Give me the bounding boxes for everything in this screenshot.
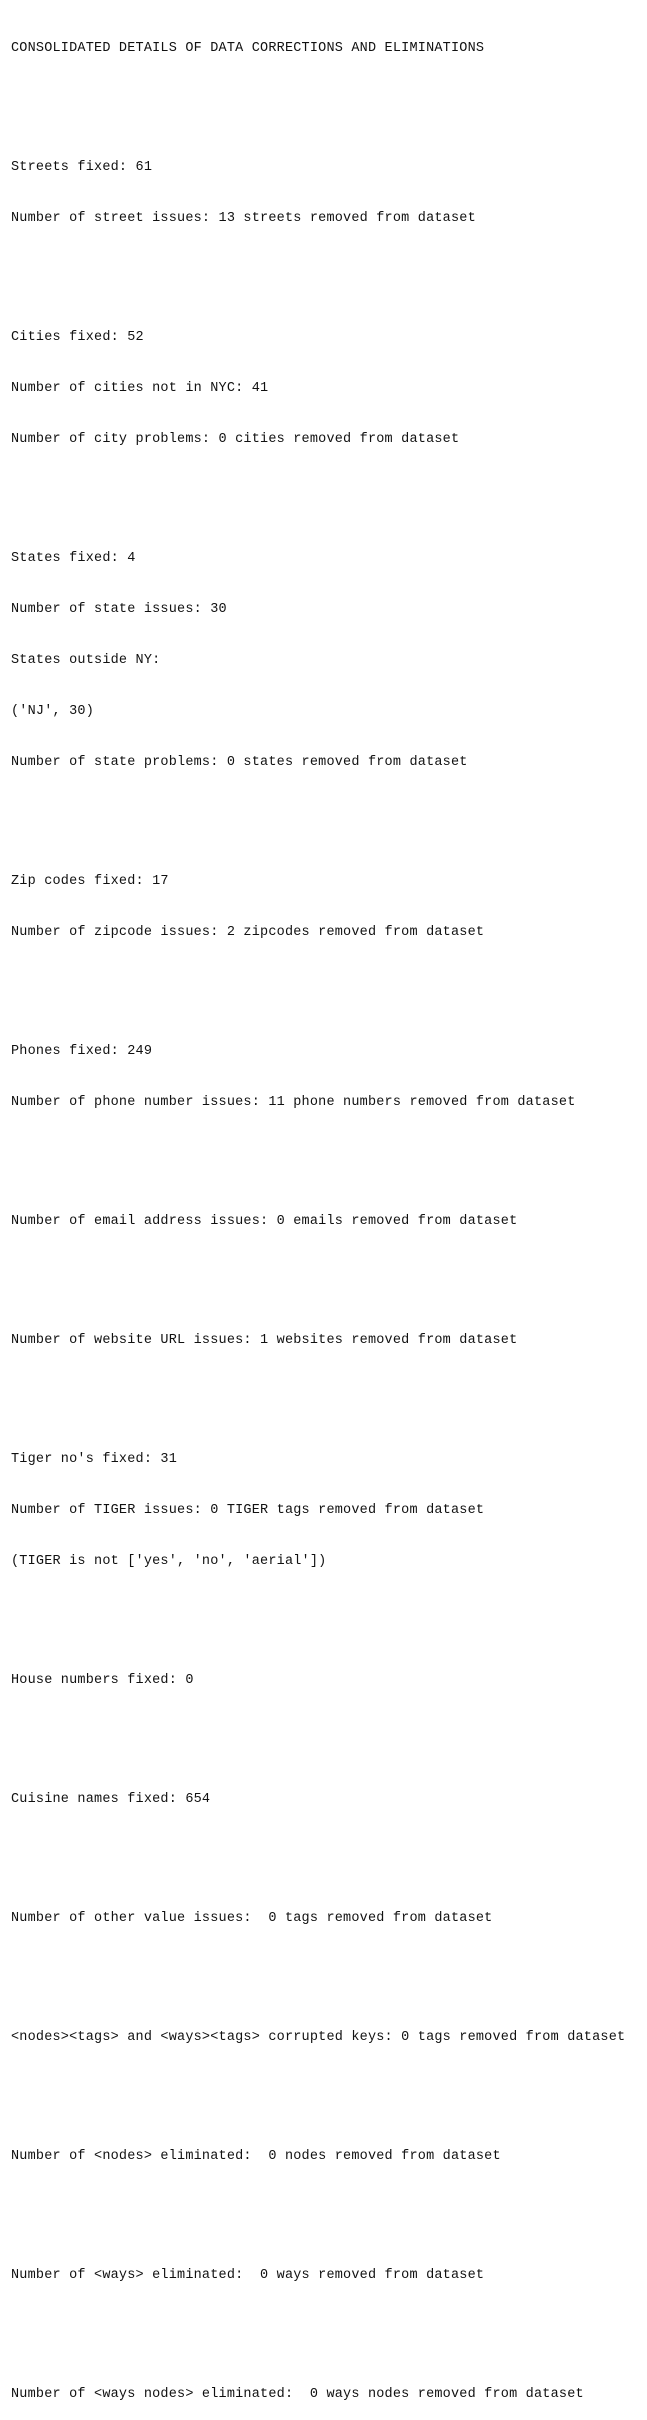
spacer [11,1842,643,1859]
corrupted-keys: <nodes><tags> and <ways><tags> corrupted keys: 0 tags removed from dataset [11,2030,626,2045]
tiger-fixed: Tiger no's fixed: 31 [11,1452,178,1467]
console-output [11,6,643,2420]
spacer [11,91,643,108]
spacer [11,1723,643,1740]
states-issues: Number of state issues: 30 [11,602,227,617]
streets-issues: Number of street issues: 13 streets removed from dataset [11,211,476,226]
website-issues: Number of website URL issues: 1 websites removed from dataset [11,1333,518,1348]
states-problems: Number of state problems: 0 states removed from dataset [11,755,468,770]
spacer [11,2199,643,2216]
cities-problems: Number of city problems: 0 cities removed from dataset [11,432,460,447]
tiger-issues: Number of TIGER issues: 0 TIGER tags removed from dataset [11,1503,485,1518]
phones-issues: Number of phone number issues: 11 phone numbers removed from dataset [11,1095,576,1110]
spacer [11,1604,643,1621]
spacer [11,1145,643,1162]
spacer [11,1383,643,1400]
streets-fixed: Streets fixed: 61 [11,160,153,175]
spacer [11,1264,643,1281]
spacer [11,2318,643,2335]
phones-fixed: Phones fixed: 249 [11,1044,153,1059]
report-title: CONSOLIDATED DETAILS OF DATA CORRECTIONS AND ELIMINATIONS [11,41,485,56]
spacer [11,1961,643,1978]
tiger-note: (TIGER is not ['yes', 'no', 'aerial']) [11,1554,327,1569]
spacer [11,805,643,822]
states-outside: States outside NY: [11,653,161,668]
cuisine-fixed: Cuisine names fixed: 654 [11,1792,211,1807]
zip-issues: Number of zipcode issues: 2 zipcodes removed from dataset [11,925,485,940]
spacer [11,482,643,499]
states-outside-list: ('NJ', 30) [11,704,95,719]
states-fixed: States fixed: 4 [11,551,136,566]
spacer [11,2080,643,2097]
house-fixed: House numbers fixed: 0 [11,1673,194,1688]
spacer [11,975,643,992]
way-nodes-eliminated: Number of <ways nodes> eliminated: 0 ways nodes removed from dataset [11,2387,584,2402]
ways-eliminated: Number of <ways> eliminated: 0 ways removed from dataset [11,2268,485,2283]
cities-fixed: Cities fixed: 52 [11,330,144,345]
nodes-eliminated: Number of <nodes> eliminated: 0 nodes removed from dataset [11,2149,501,2164]
spacer [11,261,643,278]
email-issues: Number of email address issues: 0 emails removed from dataset [11,1214,518,1229]
other-issues: Number of other value issues: 0 tags removed from dataset [11,1911,493,1926]
cities-not-in-nyc: Number of cities not in NYC: 41 [11,381,269,396]
zip-fixed: Zip codes fixed: 17 [11,874,169,889]
